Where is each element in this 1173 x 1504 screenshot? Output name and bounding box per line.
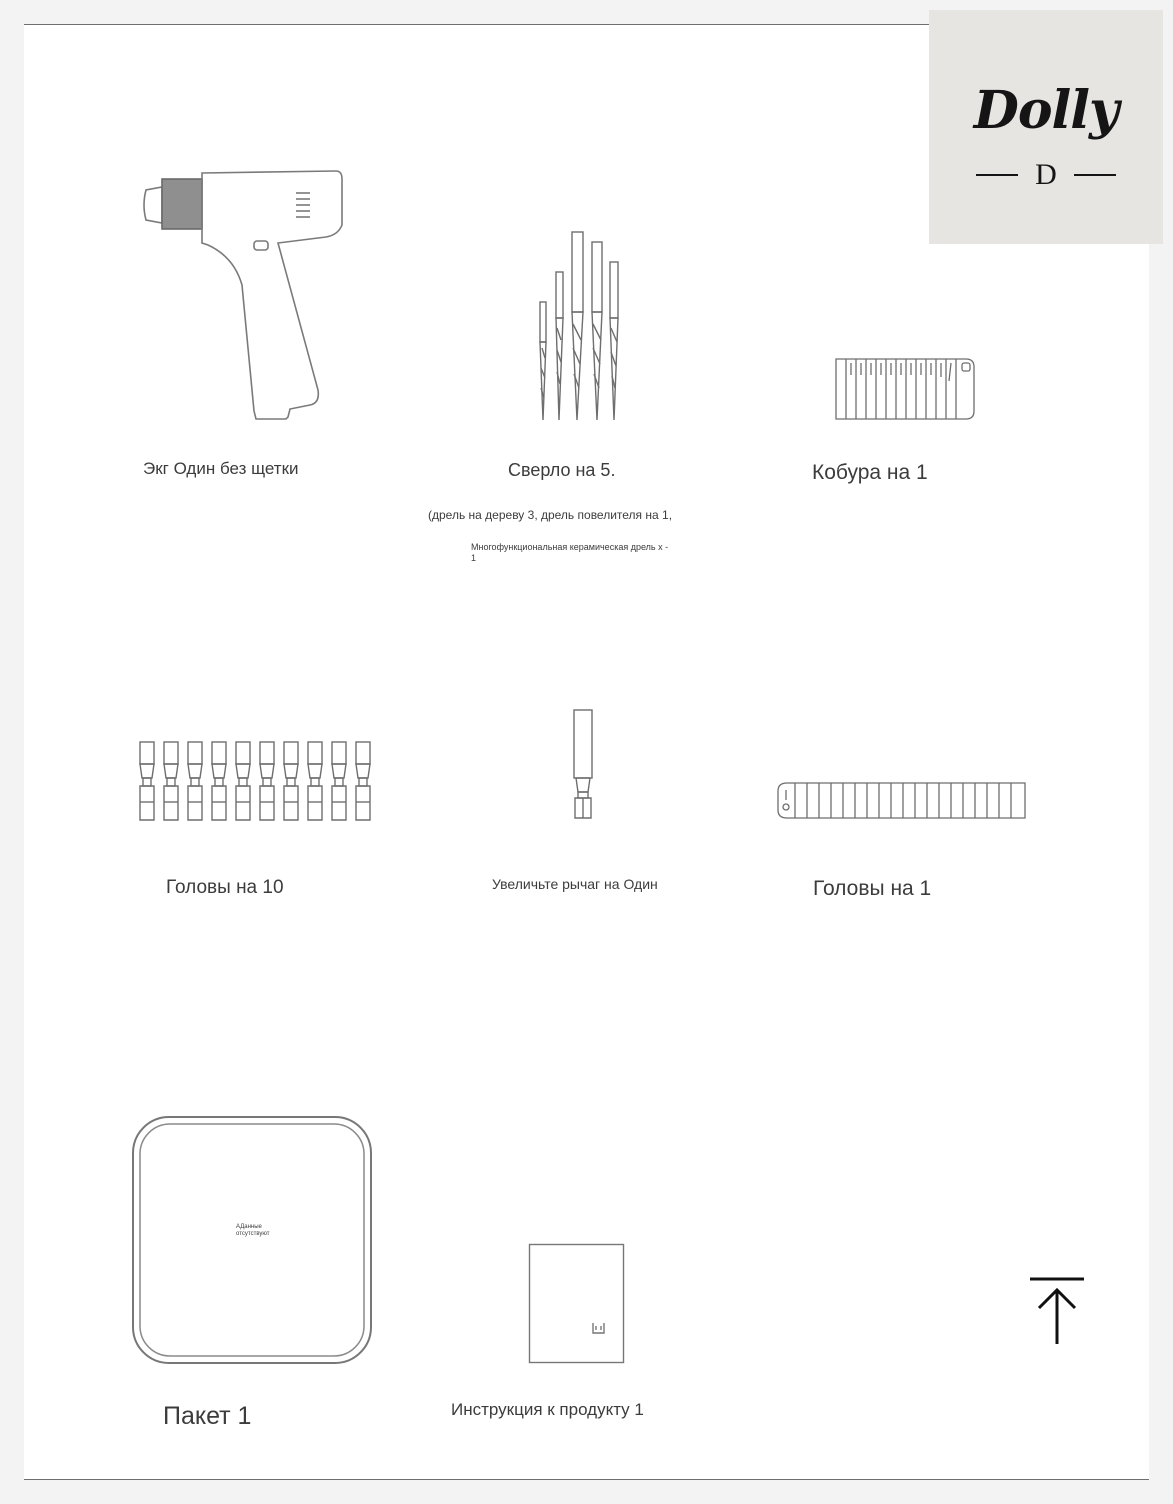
drill-bits-icon — [532, 228, 626, 424]
extension-label: Увеличьте рычаг на Один — [492, 876, 658, 892]
drill-bits-label: Сверло на 5. — [508, 460, 616, 480]
drill-icon — [138, 165, 360, 425]
package-label: Пакет 1 — [163, 1402, 252, 1430]
package-placeholder-text: АДанные отсутствуют — [236, 1224, 270, 1237]
brand-name: Dolly — [973, 80, 1119, 141]
holster-icon — [834, 355, 978, 423]
extension-bar-icon — [570, 706, 596, 824]
logo-rule-right — [1074, 174, 1116, 176]
drill-bits-note-3: 1 — [471, 553, 477, 563]
head-holder-label: Головы на 1 — [813, 877, 932, 900]
manual-icon — [528, 1243, 626, 1365]
manual-label: Инструкция к продукту 1 — [451, 1400, 644, 1419]
drill-label: Экг Один без щетки — [143, 459, 299, 478]
brand-logo — [929, 10, 1163, 244]
scroll-to-top-button[interactable] — [1027, 1276, 1087, 1346]
holster-label: Кобура на 1 — [812, 461, 928, 484]
drill-bits-note-1: (дрель на дереву 3, дрель повелителя на 1, — [428, 508, 673, 522]
head-holder-icon — [775, 780, 1029, 822]
brand-letter: D — [1035, 158, 1057, 191]
drill-bits-note-2: Многофункциональная керамическая дрель x - — [471, 542, 669, 552]
heads10-label: Головы на 10 — [166, 877, 284, 898]
package-icon — [131, 1115, 373, 1365]
arrow-up-to-top-icon — [1027, 1276, 1087, 1346]
screwdriver-heads-icon — [136, 738, 374, 826]
